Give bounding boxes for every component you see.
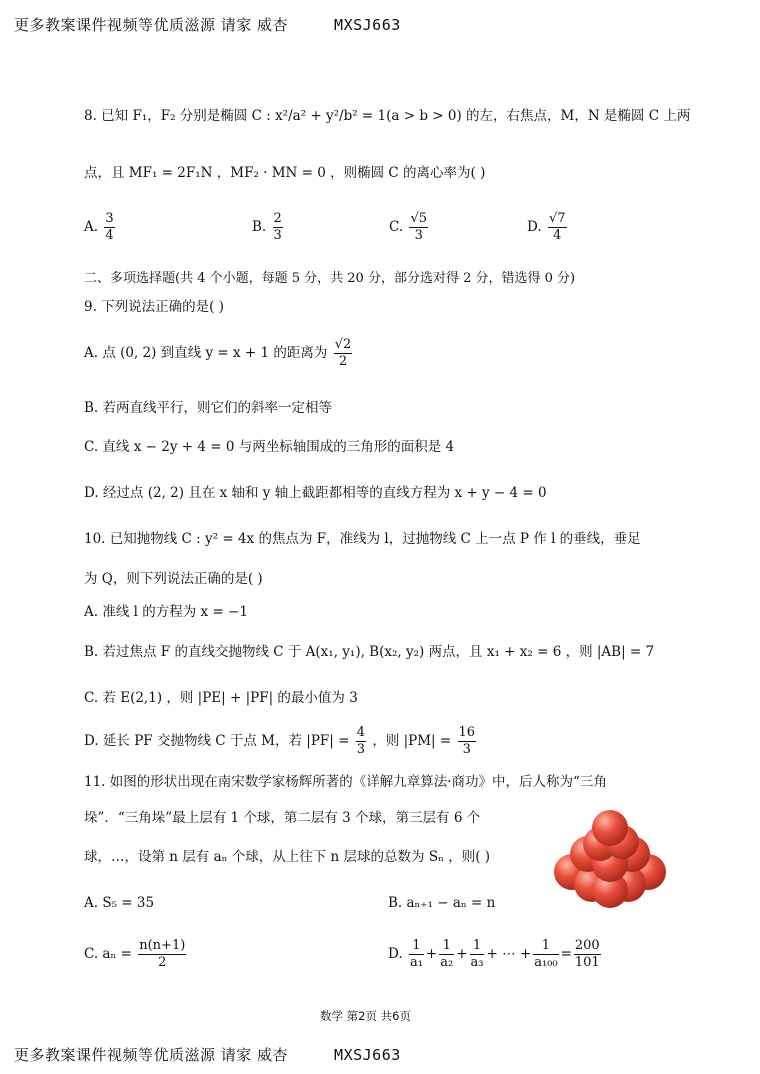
q11-option-a: A. S₅ = 35	[84, 895, 155, 911]
q8-option-c-label: C.	[389, 219, 404, 235]
banner-code: MXSJ663	[334, 1046, 401, 1064]
q9-option-a-fraction: $\frac{√2}{2}$	[334, 337, 352, 369]
ball	[592, 810, 628, 846]
q9-option-d: D. 经过点 (2, 2) 且在 x 轴和 y 轴上截距都相等的直线方程为 x + y − 4 = 0	[84, 485, 547, 501]
q10-line1: 10. 已知抛物线 C : y² = 4x 的焦点为 F，准线为 l，过抛物线 C 上一点 P 作 l 的垂线，垂足	[84, 531, 641, 547]
q8-option-a	[84, 211, 117, 244]
q9-option-b: B. 若两直线平行，则它们的斜率一定相等	[84, 400, 333, 416]
q10-option-d-fraction-1: $\frac{4}{3}$	[356, 725, 366, 757]
q8-line1: 8. 已知 F₁，F₂ 分别是椭圆 C : x²/a² + y²/b² = 1(a > b > 0) 的左，右焦点，M，N 是椭圆 C 上两	[84, 108, 691, 124]
q11-option-c-fraction: $\frac{n(n+1)}{2}$	[139, 938, 186, 970]
q10-option-d-text: D. 延长 PF 交抛物线 C 于点 M，若 |PF| =	[84, 733, 350, 749]
q10-option-c: C. 若 E(2,1) ，则 |PE| + |PF| 的最小值为 3	[84, 690, 358, 706]
triangular-pile-figure	[548, 808, 672, 912]
q10-option-d-fraction-2: $\frac{16}{3}$	[458, 725, 476, 757]
q11-option-d-term-1: $\frac{1}{\text{a₁}}$	[409, 938, 423, 970]
q8-line2: 点，且 MF₁ = 2F₁N ，MF₂ · MN = 0 ，则椭圆 C 的离心率为( )	[84, 165, 486, 181]
q10-option-a: A. 准线 l 的方程为 x = −1	[84, 604, 248, 620]
ball-pile-svg	[548, 808, 672, 912]
q8-option-d-fraction: $\frac{√7}{4}$	[548, 211, 566, 243]
q8-option-a-label: A.	[84, 219, 99, 235]
top-banner	[14, 14, 401, 35]
q11-option-d-result: $\frac{200}{101}$	[574, 938, 600, 970]
q8-option-d	[527, 211, 569, 244]
q8-option-c-fraction: $\frac{√5}{3}$	[410, 211, 427, 243]
q10-option-d-mid: ，则 |PM| =	[372, 733, 452, 749]
q11-line3: 球，…，设第 n 层有 aₙ 个球，从上往下 n 层球的总数为 Sₙ ，则( )	[84, 849, 491, 865]
q9-option-c: C. 直线 x − 2y + 4 = 0 与两坐标轴围成的三角形的面积是 4	[84, 439, 455, 455]
banner-text: 更多教案课件视频等优质滋源 请家 威杏	[14, 16, 289, 34]
q11-option-d-term-2: $\frac{1}{\text{a₂}}$	[440, 938, 454, 970]
q8-option-d-label: D.	[527, 219, 542, 235]
q8-option-a-fraction: $\frac{3}{4}$	[105, 211, 114, 243]
q9-option-a	[84, 337, 354, 370]
q11-line2: 垛”．“三角垛”最上层有 1 个球，第二层有 3 个球，第三层有 6 个	[84, 810, 481, 826]
q11-option-d-term-last: $\frac{1}{\text{a₁₀₀}}$	[534, 938, 558, 970]
q9-option-a-text: A. 点 (0, 2) 到直线 y = x + 1 的距离为	[84, 345, 328, 361]
q11-option-d-dots: + ⋯ +	[486, 946, 532, 962]
q11-option-c	[84, 938, 188, 971]
q9-stem: 9. 下列说法正确的是( )	[84, 299, 224, 315]
banner-code: MXSJ663	[334, 16, 401, 34]
q11-line1: 11. 如图的形状出现在南宋数学家杨辉所著的《详解九章算法·商功》中，后人称为“三角	[84, 774, 607, 790]
q11-option-d: D. $\frac{1}{\text{a₁}}$ + $\frac{1}{\text{a₂}}$ + $\frac{1}{\text{a₃}}$ + ⋯ + $\frac{1}{\text{a₁₀₀}}$ = $\frac{200}{101}$	[388, 938, 600, 970]
q8-option-b-fraction: $\frac{2}{3}$	[273, 211, 282, 243]
q11-option-d-term-3: $\frac{1}{\text{a₃}}$	[470, 938, 484, 970]
q8-option-b-label: B.	[252, 219, 267, 235]
banner-text: 更多教案课件视频等优质滋源 请家 威杏	[14, 1046, 289, 1064]
section-heading: 二、多项选择题(共 4 个小题，每题 5 分，共 20 分，部分选对得 2 分，错选得 0 分)	[84, 271, 576, 286]
q11-option-b: B. aₙ₊₁ − aₙ = n	[388, 895, 496, 911]
q8-option-b	[252, 211, 285, 244]
q11-option-c-text: C. aₙ =	[84, 946, 132, 962]
q10-line2: 为 Q，则下列说法正确的是( )	[84, 571, 263, 587]
q8-option-c	[389, 211, 430, 244]
page-footer: 数学 第2页 共6页	[320, 1009, 411, 1023]
q11-option-d-label: D.	[388, 946, 403, 962]
bottom-banner	[14, 1044, 401, 1065]
q10-option-d	[84, 725, 478, 758]
q10-option-b: B. 若过焦点 F 的直线交抛物线 C 于 A(x₁, y₁), B(x₂, y₂) 两点，且 x₁ + x₂ = 6 ，则 |AB| = 7	[84, 644, 655, 660]
